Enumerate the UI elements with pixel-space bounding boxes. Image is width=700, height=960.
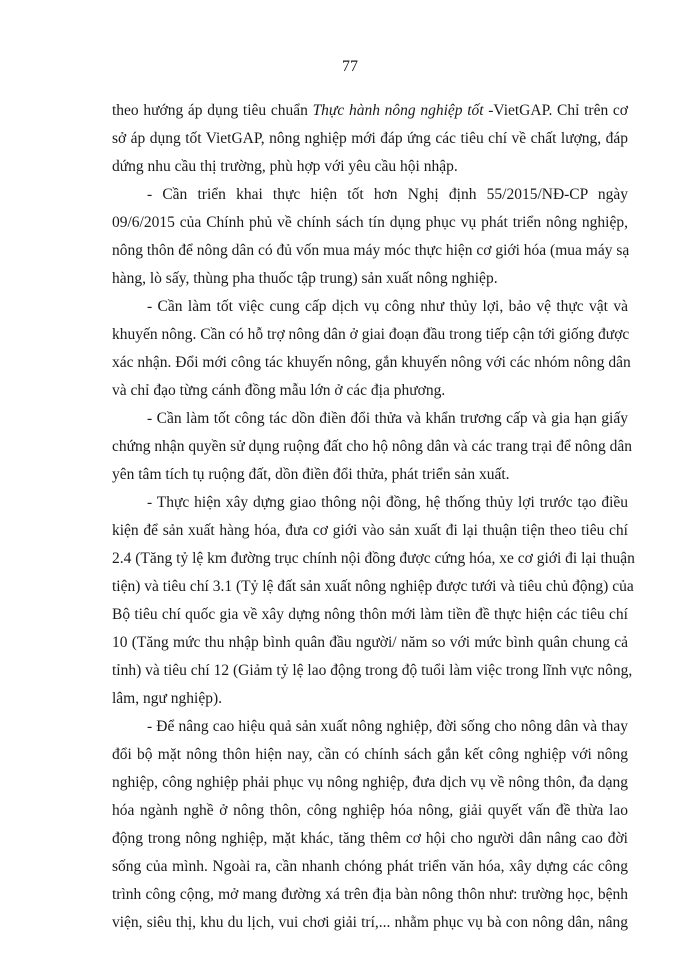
text-line: hóa ngành nghề ở nông thôn, công nghiệp hóa nông, giải quyết vấn đề thừa lao (112, 802, 628, 819)
text-line: 2.4 (Tăng tỷ lệ km đường trục chính nội đồng được cứng hóa, xe cơ giới đi lại thuận (112, 550, 635, 567)
text-line: - Cần làm tốt việc cung cấp dịch vụ công như thủy lợi, bảo vệ thực vật và (147, 298, 628, 315)
text-line: - Cần làm tốt công tác dồn điền đổi thửa và khẩn trương cấp và gia hạn giấy (147, 410, 628, 427)
text-line: viện, siêu thị, khu du lịch, vui chơi giải trí,... nhằm phục vụ bà con nông dân, nâng (112, 914, 628, 931)
text-line: yên tâm tích tụ ruộng đất, dồn điền đổi thửa, phát triển sản xuất. (112, 466, 510, 483)
text-line: 10 (Tăng mức thu nhập bình quân đầu người/ năm so với mức bình quân chung cả (112, 634, 628, 651)
text-line: - Thực hiện xây dựng giao thông nội đồng, hệ thống thủy lợi trước tạo điều (147, 494, 628, 511)
text-line: khuyến nông. Cần có hỗ trợ nông dân ở giai đoạn đầu trong tiếp cận tới giống được (112, 326, 630, 343)
page-number: 77 (342, 58, 358, 75)
text-line: xác nhận. Đổi mới công tác khuyến nông, gắn khuyến nông với các nhóm nông dân (112, 354, 631, 371)
text-line: lâm, ngư nghiệp). (112, 690, 222, 707)
text-line: và chỉ đạo từng cánh đồng mẫu lớn ở các địa phương. (112, 382, 446, 399)
text-line: - Để nâng cao hiệu quả sản xuất nông nghiệp, đời sống cho nông dân và thay (147, 718, 628, 735)
italic-term: Thực hành nông nghiệp tốt (312, 102, 484, 119)
text-line: nghiệp, công nghiệp phải phục vụ nông nghiệp, đưa dịch vụ về nông thôn, đa dạng (112, 774, 628, 791)
text-line: theo hướng áp dụng tiêu chuẩn Thực hành nông nghiệp tốt -VietGAP. Chỉ trên cơ (112, 102, 628, 119)
text-line: trình công cộng, mở mang đường xá trên địa bàn nông thôn như: trường học, bệnh (112, 886, 628, 903)
text-line: tỉnh) và tiêu chí 12 (Giảm tỷ lệ lao động trong độ tuổi làm việc trong lĩnh vực nông, (112, 662, 633, 679)
text-line: nông thôn để nông dân có đủ vốn mua máy móc thực hiện cơ giới hóa (mua máy sạ (112, 242, 630, 259)
text-line: chứng nhận quyền sử dụng ruộng đất cho hộ nông dân và các trang trại để nông dân (112, 438, 632, 455)
text-line: - Cần triển khai thực hiện tốt hơn Nghị định 55/2015/NĐ-CP ngày (147, 186, 628, 203)
text-line: 09/6/2015 của Chính phủ về chính sách tín dụng phục vụ phát triển nông nghiệp, (112, 214, 628, 231)
text-line: đổi bộ mặt nông thôn hiện nay, cần có chính sách gắn kết công nghiệp với nông (112, 746, 628, 763)
text-line: kiện để sản xuất hàng hóa, đưa cơ giới vào sản xuất đi lại thuận tiện theo tiêu chí (112, 522, 628, 539)
text-line: tiện) và tiêu chí 3.1 (Tỷ lệ đất sản xuất nông nghiệp được tưới và tiêu chủ động) của (112, 578, 634, 595)
text-line: động trong nông nghiệp, mặt khác, tăng thêm cơ hội cho người dân nâng cao đời (112, 830, 628, 847)
text-line: hàng, lò sấy, thùng pha thuốc tập trung) sản xuất nông nghiệp. (112, 270, 498, 287)
text-line: sở áp dụng tốt VietGAP, nông nghiệp mới đáp ứng các tiêu chí về chất lượng, đáp (112, 130, 628, 147)
text-line: dứng nhu cầu thị trường, phù hợp với yêu cầu hội nhập. (112, 158, 458, 175)
text-line: Bộ tiêu chí quốc gia về xây dựng nông thôn mới làm tiền đề thực hiện các tiêu chí (112, 606, 628, 623)
text-line: sống của mình. Ngoài ra, cần nhanh chóng phát triển văn hóa, xây dựng các công (112, 858, 628, 875)
